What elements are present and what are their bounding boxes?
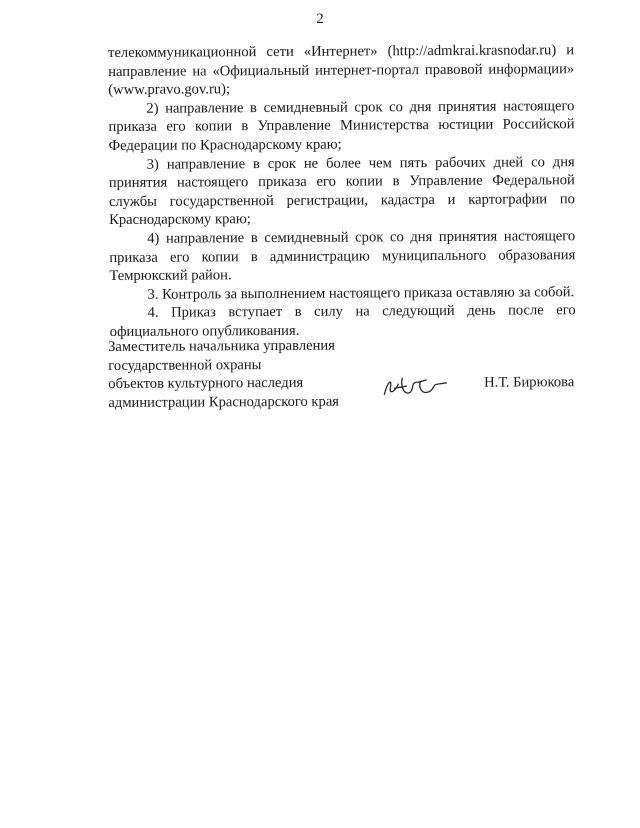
paragraph-item-2: 2) направление в семидневный срок со дня принятия настоящего приказа его копии в Управление Министерства юстиции Российской Федерации по Краснодарскому краю; [108, 97, 575, 154]
paragraph-control: 3. Контроль за выполнением настоящего приказа оставляю за собой. [147, 283, 575, 303]
paragraph-publication-continued: телекоммуникационной сети «Интернет» (http://admkrai.krasnodar.ru) и направление на «Официальный интернет-портал правовой информации» (www.pravo.gov.ru); [108, 42, 575, 99]
page-number: 2 [316, 11, 324, 27]
paragraph-item-3: 3) направление в срок не более чем пять рабочих дней со дня принятия настоящего приказа его копии в Управление Федеральной службы государственной регистрации, кадастра и картографии по Краснодарскому краю; [108, 153, 576, 229]
signature-block [108, 335, 575, 411]
signer-name: Н.Т. Бирюкова [484, 374, 575, 391]
signer-title-line: государственной охраны [108, 356, 262, 374]
document-body [108, 41, 576, 341]
signer-title-line: объектов культурного наследия [108, 374, 304, 393]
signer-title [108, 336, 378, 412]
signer-title-line: Заместитель начальника управления [108, 337, 335, 355]
handwritten-signature [380, 374, 450, 400]
paragraph-item-4: 4) направление в семидневный срок со дня принятия настоящего приказа его копии в администрацию муниципального образования Темрюкский район. [109, 228, 576, 285]
paragraph-effective-date: 4. Приказ вступает в силу на следующий день после его официального опубликования. [109, 302, 576, 340]
signer-title-line: администрации Краснодарского края [108, 393, 340, 411]
